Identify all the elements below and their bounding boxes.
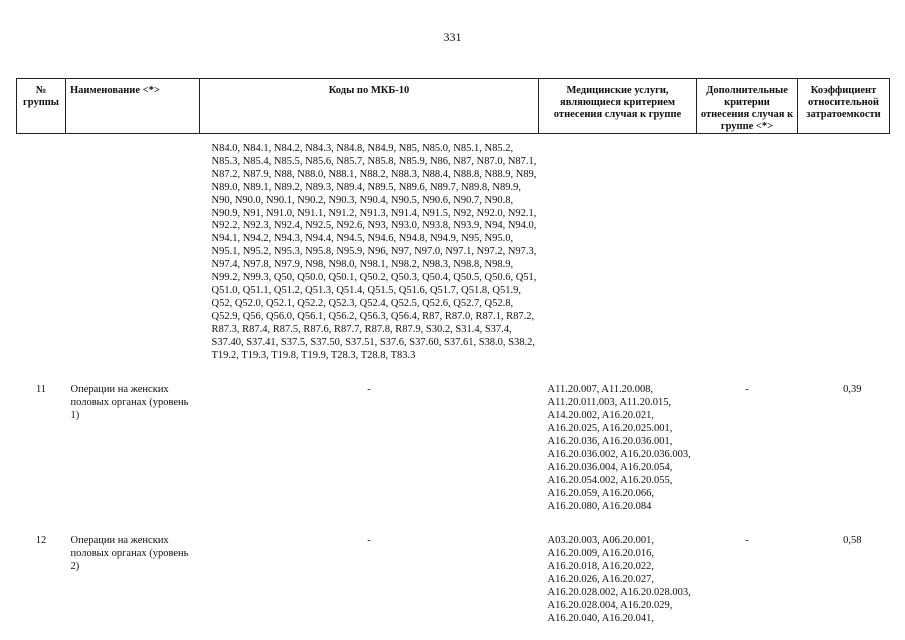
continuation-icd-codes xyxy=(200,143,539,362)
header-additional-criteria: Дополнительные критерии отнесения случая к группе <*> xyxy=(697,79,798,134)
table-row xyxy=(17,384,890,513)
group-icd-codes: - xyxy=(367,535,371,547)
page-number: 331 xyxy=(443,30,462,44)
group-coefficient: 0,39 xyxy=(843,384,862,396)
service-code-list: A11.20.007, A11.20.008, A11.20.011.003, A11.20.015, A14.20.002, A16.20.021, A16.20.025, A16.20.025.001, A16.20.036, A16.20.036.001, A16.20.036.002, A16.20.036.003, A16.20.036.004, A16.20.054, A16.20.054.002, A16.20.055, A16.20.059, A16.20.066, A16.20.080, A16.20.084 xyxy=(547,384,691,512)
tariff-groups-table xyxy=(16,78,890,626)
group-name: Операции на женских половых органах (уровень 2) xyxy=(70,535,189,573)
table-row xyxy=(17,535,890,625)
header-coefficient: Коэффициент относительной затратоемкости xyxy=(798,79,890,134)
group-name: Операции на женских половых органах (уровень 1) xyxy=(70,384,189,422)
icd-code-list: N84.0, N84.1, N84.2, N84.3, N84.8, N84.9, N85, N85.0, N85.1, N85.2, N85.3, N85.4, N85.5, N85.6, N85.7, N85.8, N85.9, N86, N87, N87.0, N87.1, N87.2, N87.9, N88, N88.0, N88.1, N88.2, N88.3, N88.4, N88.8, N88.9, N89, N89.0, N89.1, N89.2, N89.3, N89.4, N89.5, N89.6, N89.7, N89.8, N89.9, N90, N90.0, N90.1, N90.2, N90.3, N90.4, N90.5, N90.6, N90.7, N90.8, N90.9, N91, N91.0, N91.1, N91.2, N91.3, N91.4, N91.5, N92, N92.0, N92.1, N92.2, N92.3, N92.4, N92.5, N92.6, N93, N93.0, N93.8, N93.9, N94, N94.0, N94.1, N94.2, N94.3, N94.4, N94.5, N94.6, N94.8, N94.9, N95, N95.0, N95.1, N95.2, N95.3, N95.8, N95.9, N96, N97, N97.0, N97.1, N97.2, N97.3, N97.4, N97.8, N97.9, N98, N98.0, N98.1, N98.2, N98.3, N98.8, N98.9, N99.2, N99.3, Q50, Q50.0, Q50.1, Q50.2, Q50.3, Q50.4, Q50.5, Q50.6, Q51, Q51.0, Q51.1, Q51.2, Q51.3, Q51.4, Q51.5, Q51.6, Q51.7, Q51.8, Q51.9, Q52, Q52.0, Q52.1, Q52.2, Q52.3, Q52.4, Q52.5, Q52.6, Q52.7, Q52.8, Q52.9, Q56, Q56.0, Q56.1, Q56.2, Q56.3, Q56.4, R87, R87.0, R87.1, R87.2, R87.3, R87.4, R87.5, R87.6, R87.7, R87.8, R87.9, S30.2, S31.4, S37.4, S37.40, S37.41, S37.5, S37.50, S37.51, S37.6, S37.60, S37.61, S38.0, S38.2, T19.2, T19.3, T19.8, T19.9, T28.3, T28.8, T83.3 xyxy=(211,143,537,361)
continuation-row xyxy=(17,143,890,362)
group-icd-codes: - xyxy=(367,384,371,396)
group-number: 12 xyxy=(35,535,47,547)
service-code-list: A03.20.003, A06.20.001, A16.20.009, A16.20.016, A16.20.018, A16.20.022, A16.20.026, A16.20.027, A16.20.028.002, A16.20.028.003, A16.20.028.004, A16.20.029, A16.20.040, A16.20.041, xyxy=(547,535,691,624)
group-services xyxy=(539,384,697,513)
group-services xyxy=(539,535,697,625)
group-coefficient: 0,58 xyxy=(843,535,862,547)
group-additional-criteria: - xyxy=(745,535,749,547)
header-icd-codes: Коды по МКБ-10 xyxy=(200,79,539,134)
group-number: 11 xyxy=(35,384,47,396)
header-medical-services: Медицинские услуги, являющиеся критерием отнесения случая к группе xyxy=(539,79,697,134)
header-group-number: № группы xyxy=(17,79,66,134)
table-header-row xyxy=(17,79,890,134)
header-name: Наименование <*> xyxy=(66,79,200,134)
group-additional-criteria: - xyxy=(745,384,749,396)
